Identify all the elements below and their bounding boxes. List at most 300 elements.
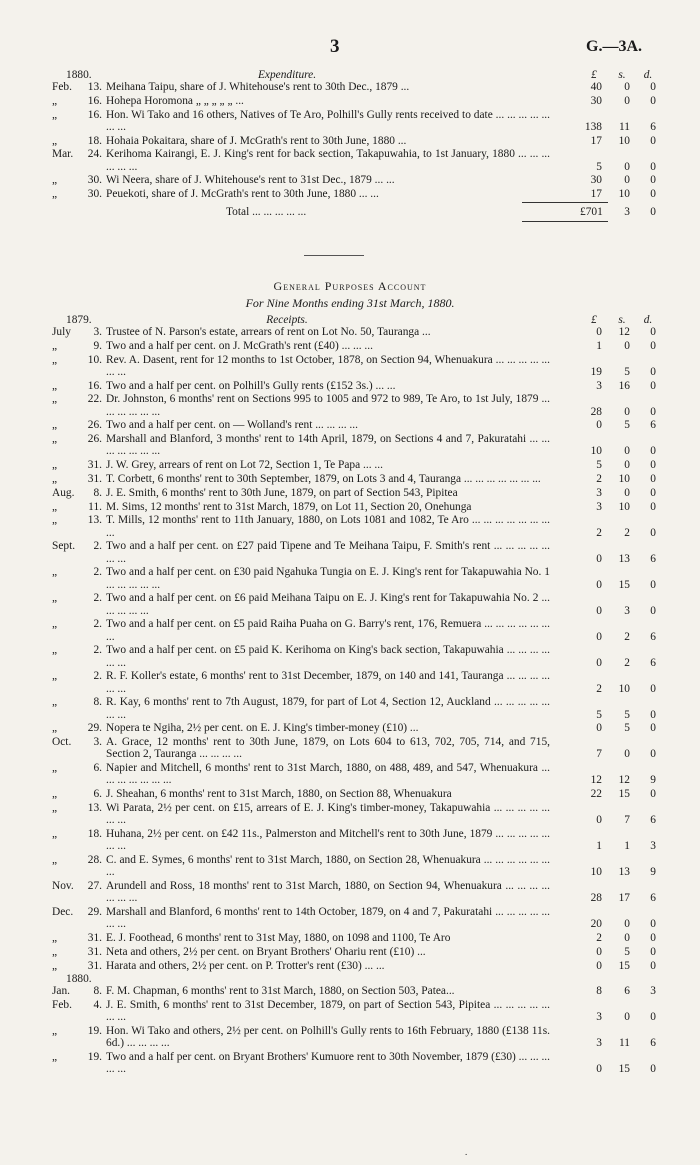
pounds-cell: 3 xyxy=(596,379,602,392)
shillings-cell: 7 xyxy=(624,814,630,827)
day-cell: 8. xyxy=(93,486,102,499)
description-cell: Two and a half per cent. on £5 paid Raiha Puaha on G. Barry's rent, 176, Remuera ... ... ... ... ... ... ... xyxy=(106,618,550,643)
pence-cell: 0 xyxy=(650,81,656,93)
description-cell: E. J. Foothead, 6 months' rent to 31st May, 1880, on 1098 and 1100, Te Aro xyxy=(106,931,451,944)
year-break xyxy=(52,973,660,985)
month-cell: Feb. xyxy=(52,999,72,1012)
day-cell: 10. xyxy=(87,353,102,366)
receipts-table xyxy=(52,314,660,1077)
pence-header: d. xyxy=(643,69,653,81)
pounds-cell: 8 xyxy=(596,985,602,998)
pounds-cell: 0 xyxy=(596,326,602,338)
description-cell: Marshall and Blanford, 6 months' rent to 14th October, 1879, on 4 and 7, Pakuratahi ... ... ... ... ... ... ... xyxy=(106,905,550,931)
pounds-cell: 5 xyxy=(596,459,602,472)
pounds-cell: 28 xyxy=(590,405,602,418)
description-cell: Two and a half per cent. on £5 paid K. Kerihoma on King's back section, Takapuwahia ... ... ... ... ... ... xyxy=(106,644,550,669)
month-cell: „ xyxy=(52,174,58,187)
pence-header: d. xyxy=(643,314,653,326)
pounds-cell: 10 xyxy=(590,866,602,879)
pence-cell: 0 xyxy=(650,788,656,801)
table-row xyxy=(52,540,660,564)
table-row xyxy=(52,762,660,786)
expenditure-rows xyxy=(52,81,660,200)
pence-cell: 6 xyxy=(650,892,656,905)
table-row xyxy=(52,393,660,417)
table-row xyxy=(52,501,660,513)
month-cell: „ xyxy=(52,1025,58,1038)
shillings-cell: 15 xyxy=(618,788,630,801)
shillings-cell: 0 xyxy=(624,931,630,944)
table-row xyxy=(52,354,660,378)
shillings-cell: 12 xyxy=(618,774,630,787)
day-cell: 30. xyxy=(87,188,102,201)
day-cell: 2. xyxy=(93,670,102,683)
day-cell: 29. xyxy=(87,722,102,735)
description-cell: Two and a half per cent. on £6 paid Meihana Taipu on E. J. King's rent for Takapuwahia No. 2 ... ... ... ... ... xyxy=(106,592,550,617)
day-cell: 3. xyxy=(93,736,102,749)
printer-mark: . xyxy=(465,1147,468,1157)
pounds-cell: 10 xyxy=(590,445,602,458)
month-cell: „ xyxy=(52,618,58,631)
shillings-cell: 10 xyxy=(618,472,630,485)
description-cell: Two and a half per cent. on £30 paid Ngahuka Tungia on E. J. King's rent for Takapuwahia No. 1 ... ... ... ... ... xyxy=(106,566,550,591)
pence-cell: 0 xyxy=(650,339,656,352)
table-row xyxy=(52,802,660,826)
pounds-cell: 1 xyxy=(596,339,602,352)
pounds-cell: 0 xyxy=(596,552,602,565)
table-row xyxy=(52,880,660,904)
shillings-cell: 0 xyxy=(624,405,630,418)
shillings-cell: 0 xyxy=(624,174,630,187)
month-cell: „ xyxy=(52,959,58,972)
pence-cell: 9 xyxy=(650,774,656,787)
shillings-header: s. xyxy=(618,69,626,81)
pence-cell: 0 xyxy=(650,604,656,617)
shillings-cell: 1 xyxy=(624,840,630,853)
day-cell: 29. xyxy=(87,905,102,918)
shillings-cell: 0 xyxy=(624,486,630,499)
pounds-cell: 3 xyxy=(596,1037,602,1050)
day-cell: 26. xyxy=(87,433,102,446)
pounds-cell: 1 xyxy=(596,840,602,853)
month-cell: „ xyxy=(52,762,58,775)
table-row xyxy=(52,592,660,616)
month-cell: „ xyxy=(52,670,58,683)
pence-cell: 6 xyxy=(650,656,656,669)
description-cell: Hon. Wi Tako and others, 2½ per cent. on Polhill's Gully rents to 16th February, 1880 (£138 11s. 6d.) ... ... ... ... xyxy=(106,1025,550,1050)
day-cell: 31. xyxy=(87,945,102,958)
shillings-cell: 2 xyxy=(624,656,630,669)
description-cell: Kerihoma Kairangi, E. J. King's rent for back section, Takapuwahia, to 1st January, 1880 ... ... ... ... ... ... xyxy=(106,148,550,173)
pence-cell: 0 xyxy=(650,486,656,499)
shillings-cell: 13 xyxy=(618,552,630,565)
shillings-cell: 12 xyxy=(618,326,630,338)
month-cell: Dec. xyxy=(52,905,74,918)
month-cell: Mar. xyxy=(52,148,74,161)
description-cell: Two and a half per cent. on J. McGrath's rent (£40) ... ... ... xyxy=(106,339,373,352)
pence-cell: 0 xyxy=(650,931,656,944)
month-cell: „ xyxy=(52,94,58,107)
receipts-rows-1880 xyxy=(52,985,660,1075)
pounds-cell: 0 xyxy=(596,814,602,827)
document-reference: G.—3A. xyxy=(586,38,642,55)
table-row xyxy=(52,95,660,107)
table-row xyxy=(52,109,660,133)
table-row xyxy=(52,906,660,930)
day-cell: 2. xyxy=(93,644,102,657)
table-row xyxy=(52,736,660,760)
month-cell: „ xyxy=(52,696,58,709)
month-cell: „ xyxy=(52,188,58,201)
pence-cell: 3 xyxy=(650,840,656,853)
table-row xyxy=(52,473,660,485)
pence-cell: 0 xyxy=(650,500,656,513)
pence-cell: 0 xyxy=(650,945,656,958)
pence-cell: 0 xyxy=(650,526,656,539)
day-cell: 8. xyxy=(93,696,102,709)
table-row xyxy=(52,459,660,471)
month-cell: „ xyxy=(52,472,58,485)
table-row xyxy=(52,946,660,958)
month-cell: „ xyxy=(52,379,58,392)
day-cell: 8. xyxy=(93,985,102,998)
shillings-cell: 15 xyxy=(618,578,630,591)
pence-cell: 0 xyxy=(650,160,656,173)
description-cell: Nopera te Ngiha, 2½ per cent. on E. J. King's timber-money (£10) ... xyxy=(106,722,419,735)
pence-cell: 0 xyxy=(650,326,656,338)
table-row xyxy=(52,960,660,972)
pounds-cell: 5 xyxy=(596,708,602,721)
pounds-cell: 2 xyxy=(596,931,602,944)
month-cell: „ xyxy=(52,1051,58,1064)
pence-cell: 6 xyxy=(650,552,656,565)
description-cell: J. E. Smith, 6 months' rent to 30th June, 1879, on part of Section 543, Pipitea xyxy=(106,486,458,499)
pounds-cell: 30 xyxy=(590,94,602,107)
day-cell: 2. xyxy=(93,566,102,579)
year-label: 1880. xyxy=(66,973,92,986)
month-cell: July xyxy=(52,326,71,338)
day-cell: 4. xyxy=(93,999,102,1012)
description-cell: Meihana Taipu, share of J. Whitehouse's rent to 30th Dec., 1879 ... xyxy=(106,81,410,93)
shillings-cell: 13 xyxy=(618,866,630,879)
pence-cell: 0 xyxy=(650,134,656,147)
day-cell: 18. xyxy=(87,134,102,147)
table-row xyxy=(52,174,660,186)
pence-cell: 0 xyxy=(650,379,656,392)
table-row xyxy=(52,380,660,392)
pence-cell: 9 xyxy=(650,866,656,879)
pounds-cell: 40 xyxy=(590,81,602,93)
shillings-cell: 0 xyxy=(624,160,630,173)
pence-cell: 6 xyxy=(650,630,656,643)
pounds-cell: 12 xyxy=(590,774,602,787)
day-cell: 13. xyxy=(87,514,102,527)
year-label: 1879. xyxy=(66,314,92,326)
pounds-cell: 0 xyxy=(596,419,602,432)
total-pence: 0 xyxy=(650,206,656,219)
description-cell: Neta and others, 2½ per cent. on Bryant Brothers' Ohariu rent (£10) ... xyxy=(106,945,426,958)
pence-cell: 0 xyxy=(650,445,656,458)
shillings-cell: 15 xyxy=(618,1063,630,1076)
day-cell: 22. xyxy=(87,393,102,406)
shillings-cell: 0 xyxy=(624,445,630,458)
month-cell: Feb. xyxy=(52,81,72,93)
description-cell: J. Sheahan, 6 months' rent to 31st March, 1880, on Section 88, Whenuakura xyxy=(106,788,452,801)
table-row xyxy=(52,985,660,997)
description-cell: Huhana, 2½ per cent. on £42 11s., Palmerston and Mitchell's rent to 30th June, 1879 ... ... ... ... ... ... ... xyxy=(106,827,550,853)
day-cell: 28. xyxy=(87,853,102,866)
expenditure-header xyxy=(52,69,660,81)
pounds-cell: 2 xyxy=(596,472,602,485)
pence-cell: 0 xyxy=(650,959,656,972)
shillings-cell: 0 xyxy=(624,339,630,352)
month-cell: „ xyxy=(52,722,58,735)
pounds-cell: 0 xyxy=(596,1063,602,1076)
total-label: Total ... ... ... ... ... xyxy=(226,206,307,219)
table-row xyxy=(52,788,660,800)
shillings-cell: 10 xyxy=(618,188,630,201)
pence-cell: 0 xyxy=(650,708,656,721)
table-row xyxy=(52,696,660,720)
table-row xyxy=(52,644,660,668)
pounds-cell: 17 xyxy=(590,134,602,147)
shillings-cell: 2 xyxy=(624,630,630,643)
description-cell: T. Corbett, 6 months' rent to 30th September, 1879, on Lots 3 and 4, Tauranga ... ... ... ... ... ... ... xyxy=(106,472,541,485)
total-shillings: 3 xyxy=(624,206,630,219)
pounds-cell: 0 xyxy=(596,630,602,643)
pence-cell: 6 xyxy=(650,814,656,827)
receipts-rows xyxy=(52,326,660,972)
table-row xyxy=(52,670,660,694)
pence-cell: 0 xyxy=(650,459,656,472)
description-cell: Trustee of N. Parson's estate, arrears of rent on Lot No. 50, Tauranga ... xyxy=(106,326,431,338)
pence-cell: 6 xyxy=(650,419,656,432)
pounds-header: £ xyxy=(591,314,597,326)
shillings-cell: 3 xyxy=(624,604,630,617)
pence-cell: 0 xyxy=(650,94,656,107)
month-cell: „ xyxy=(52,827,58,840)
pounds-cell: 0 xyxy=(596,578,602,591)
description-cell: T. Mills, 12 months' rent to 11th January, 1880, on Lots 1081 and 1082, Te Aro ... ... ... ... ... ... ... ... xyxy=(106,514,550,539)
pounds-header: £ xyxy=(591,69,597,81)
pounds-cell: 28 xyxy=(590,892,602,905)
description-cell: Peuekoti, share of J. McGrath's rent to 30th June, 1880 ... ... xyxy=(106,188,379,201)
table-row xyxy=(52,81,660,93)
pence-cell: 0 xyxy=(650,365,656,378)
total-row xyxy=(52,206,660,218)
pence-cell: 0 xyxy=(650,405,656,418)
month-cell: „ xyxy=(52,433,58,446)
shillings-cell: 5 xyxy=(624,722,630,735)
pounds-cell: 3 xyxy=(596,1011,602,1024)
pounds-cell: 30 xyxy=(590,174,602,187)
description-cell: Marshall and Blanford, 3 months' rent to 14th April, 1879, on Sections 4 and 7, Pakuratahi ... ... ... ... ... ... ... xyxy=(106,433,550,458)
day-cell: 26. xyxy=(87,419,102,432)
shillings-cell: 6 xyxy=(624,985,630,998)
expenditure-table xyxy=(52,69,660,222)
month-cell: „ xyxy=(52,353,58,366)
shillings-cell: 2 xyxy=(624,526,630,539)
pence-cell: 0 xyxy=(650,188,656,201)
description-cell: M. Sims, 12 months' rent to 31st March, 1879, on Lot 11, Section 20, Onehunga xyxy=(106,500,472,513)
pounds-cell: 2 xyxy=(596,526,602,539)
shillings-cell: 5 xyxy=(624,419,630,432)
shillings-cell: 0 xyxy=(624,94,630,107)
description-cell: A. Grace, 12 months' rent to 30th June, 1879, on Lots 604 to 613, 702, 705, 714, and 715, Section 2, Tauranga ... ... ... ... xyxy=(106,736,550,761)
section-caption: Receipts. xyxy=(266,314,308,326)
description-cell: Dr. Johnston, 6 months' rent on Sections 995 to 1005 and 972 to 989, Te Aro, to 1st July, 1879 ... ... ... ... ... ... xyxy=(106,393,550,418)
day-cell: 19. xyxy=(87,1051,102,1064)
table-row xyxy=(52,932,660,944)
pence-cell: 0 xyxy=(650,578,656,591)
shillings-cell: 5 xyxy=(624,708,630,721)
day-cell: 3. xyxy=(93,326,102,338)
pence-cell: 6 xyxy=(650,120,656,133)
day-cell: 6. xyxy=(93,788,102,801)
table-row xyxy=(52,514,660,538)
description-cell: J. E. Smith, 6 months' rent to 31st December, 1879, on part of Section 543, Pipitea ... ... ... ... ... ... ... xyxy=(106,999,550,1024)
day-cell: 19. xyxy=(87,1025,102,1038)
month-cell: „ xyxy=(52,788,58,801)
month-cell: „ xyxy=(52,514,58,527)
pence-cell: 0 xyxy=(650,682,656,695)
pounds-cell: 2 xyxy=(596,682,602,695)
month-cell: „ xyxy=(52,419,58,432)
table-row xyxy=(52,487,660,499)
description-cell: Hohepa Horomona „ „ „ „ „ ... xyxy=(106,94,244,107)
shillings-header: s. xyxy=(618,314,626,326)
shillings-cell: 15 xyxy=(618,959,630,972)
page-number: 3 xyxy=(330,36,340,57)
day-cell: 6. xyxy=(93,762,102,775)
pence-cell: 0 xyxy=(650,1011,656,1024)
day-cell: 18. xyxy=(87,827,102,840)
pence-cell: 0 xyxy=(650,1063,656,1076)
day-cell: 16. xyxy=(87,108,102,121)
pence-cell: 0 xyxy=(650,472,656,485)
table-row xyxy=(52,340,660,352)
pence-cell: 6 xyxy=(650,1037,656,1050)
month-cell: „ xyxy=(52,339,58,352)
description-cell: Two and a half per cent. on Bryant Brothers' Kumuore rent to 30th November, 1879 (£30) ... ... ... ... ... xyxy=(106,1051,550,1076)
month-cell: „ xyxy=(52,459,58,472)
month-cell: „ xyxy=(52,931,58,944)
table-row xyxy=(52,148,660,172)
account-title: General Purposes Account xyxy=(273,279,427,293)
shillings-cell: 0 xyxy=(624,81,630,93)
description-cell: J. W. Grey, arrears of rent on Lot 72, Section 1, Te Papa ... ... xyxy=(106,459,383,472)
day-cell: 13. xyxy=(87,801,102,814)
description-cell: Wi Parata, 2½ per cent. on £15, arrears of E. J. King's timber-money, Takapuwahia ... ... ... ... ... ... ... xyxy=(106,801,550,827)
month-cell: „ xyxy=(52,853,58,866)
description-cell: R. Kay, 6 months' rent to 7th August, 1879, for part of Lot 4, Section 12, Auckland ... ... ... ... ... ... ... xyxy=(106,696,550,721)
receipts-header xyxy=(52,314,660,326)
day-cell: 11. xyxy=(88,500,102,513)
description-cell: Napier and Mitchell, 6 months' rent to 31st March, 1880, on 488, 489, and 547, Whenuakura ... ... ... ... ... ... ... xyxy=(106,762,550,787)
description-cell: Two and a half per cent. on £27 paid Tipene and Te Meihana Taipu, F. Smith's rent ... ... ... ... ... ... ... xyxy=(106,540,550,565)
table-row xyxy=(52,419,660,431)
day-cell: 24. xyxy=(87,148,102,161)
description-cell: R. F. Koller's estate, 6 months' rent to 31st December, 1879, on 140 and 141, Tauranga ... ... ... ... ... ... xyxy=(106,670,550,695)
table-row xyxy=(52,999,660,1023)
table-row xyxy=(52,722,660,734)
pounds-cell: 0 xyxy=(596,722,602,735)
day-cell: 2. xyxy=(93,540,102,553)
pounds-cell: 0 xyxy=(596,656,602,669)
shillings-cell: 0 xyxy=(624,918,630,931)
day-cell: 31. xyxy=(87,959,102,972)
day-cell: 9. xyxy=(93,339,102,352)
pounds-cell: 19 xyxy=(590,365,602,378)
shillings-cell: 10 xyxy=(618,682,630,695)
pence-cell: 3 xyxy=(650,985,656,998)
table-row xyxy=(52,854,660,878)
day-cell: 13. xyxy=(87,81,102,93)
month-cell: „ xyxy=(52,801,58,814)
shillings-cell: 11 xyxy=(619,1037,630,1050)
pence-cell: 0 xyxy=(650,918,656,931)
month-cell: Jan. xyxy=(52,985,71,998)
shillings-cell: 5 xyxy=(624,365,630,378)
table-row xyxy=(52,326,660,338)
pounds-cell: 5 xyxy=(596,160,602,173)
month-cell: „ xyxy=(52,393,58,406)
table-row xyxy=(52,135,660,147)
table-row xyxy=(52,618,660,642)
shillings-cell: 10 xyxy=(618,134,630,147)
total-pounds: £701 xyxy=(580,206,603,219)
day-cell: 2. xyxy=(93,618,102,631)
shillings-cell: 10 xyxy=(618,500,630,513)
month-cell: „ xyxy=(52,945,58,958)
description-cell: Wi Neera, share of J. Whitehouse's rent to 31st Dec., 1879 ... ... xyxy=(106,174,395,187)
pounds-cell: 7 xyxy=(596,748,602,761)
description-cell: Harata and others, 2½ per cent. on P. Trotter's rent (£30) ... ... xyxy=(106,959,385,972)
pounds-cell: 0 xyxy=(596,959,602,972)
shillings-cell: 0 xyxy=(624,748,630,761)
day-cell: 27. xyxy=(87,879,102,892)
description-cell: F. M. Chapman, 6 months' rent to 31st March, 1880, on Section 503, Patea... xyxy=(106,985,455,998)
description-cell: Rev. A. Dasent, rent for 12 months to 1st October, 1878, on Section 94, Whenuakura ... ... ... ... ... ... ... xyxy=(106,353,550,378)
description-cell: C. and E. Symes, 6 months' rent to 31st March, 1880, on Section 28, Whenuakura ... ... ... ... ... ... ... xyxy=(106,853,550,879)
table-row xyxy=(52,828,660,852)
pounds-cell: 3 xyxy=(596,500,602,513)
pounds-cell: 138 xyxy=(584,120,602,133)
month-cell: „ xyxy=(52,644,58,657)
shillings-cell: 5 xyxy=(624,945,630,958)
month-cell: Sept. xyxy=(52,540,76,553)
day-cell: 31. xyxy=(87,931,102,944)
account-subtitle: For Nine Months ending 31st March, 1880. xyxy=(245,296,455,310)
shillings-cell: 0 xyxy=(624,1011,630,1024)
table-row xyxy=(52,1025,660,1049)
table-row xyxy=(52,566,660,590)
pence-cell: 0 xyxy=(650,174,656,187)
month-cell: Nov. xyxy=(52,879,74,892)
shillings-cell: 17 xyxy=(618,892,630,905)
day-cell: 16. xyxy=(87,94,102,107)
day-cell: 2. xyxy=(93,592,102,605)
table-row xyxy=(52,188,660,200)
description-cell: Arundell and Ross, 18 months' rent to 31st March, 1880, on Section 94, Whenuakura ... ... ... ... ... ... ... xyxy=(106,879,550,905)
day-cell: 16. xyxy=(87,379,102,392)
pounds-cell: 17 xyxy=(590,188,602,201)
total-double-rule xyxy=(522,221,608,222)
description-cell: Hon. Wi Tako and 16 others, Natives of Te Aro, Polhill's Gully rents received to date ... ... ... ... ... ... ... xyxy=(106,108,550,133)
shillings-cell: 16 xyxy=(618,379,630,392)
description-cell: Two and a half per cent. on Polhill's Gully rents (£152 3s.) ... ... xyxy=(106,379,396,392)
pence-cell: 0 xyxy=(650,748,656,761)
